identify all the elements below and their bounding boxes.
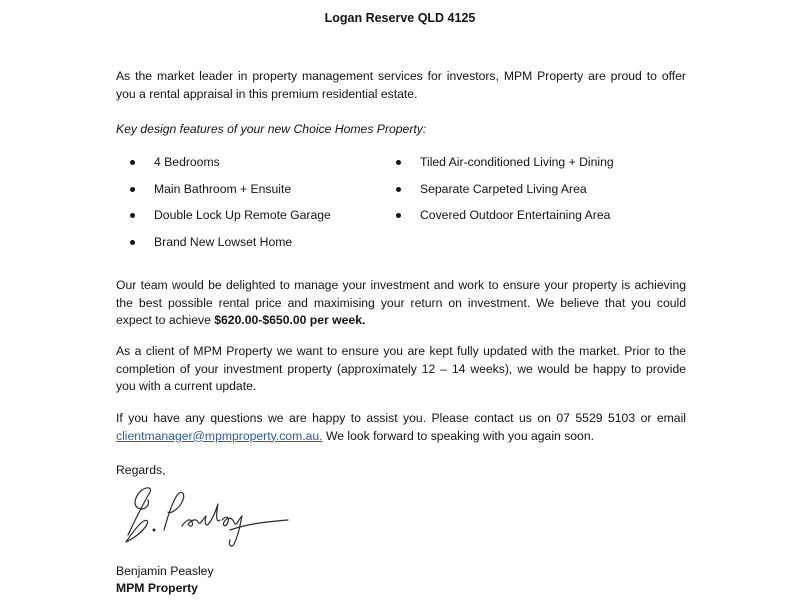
bullet-icon xyxy=(396,187,401,192)
team-paragraph: Our team would be delighted to manage your investment and work to ensure your property is achieving the best possible rental price and maximising your return on investment. We believe that you could expect to achieve $620.00-$650.00 per week. xyxy=(116,278,686,327)
feature-item: Brand New Lowset Home xyxy=(130,234,331,261)
feature-item: 4 Bedrooms xyxy=(130,154,331,181)
bullet-icon xyxy=(130,240,135,245)
bullet-icon xyxy=(130,213,135,218)
bullet-icon xyxy=(130,160,135,165)
features-list-left xyxy=(130,154,331,260)
email-link[interactable]: clientmanager@mpmproperty.com.au. xyxy=(116,428,323,443)
signer-company: MPM Property xyxy=(116,581,198,595)
feature-item: Separate Carpeted Living Area xyxy=(396,181,614,208)
handwritten-signature xyxy=(112,480,292,550)
features-title: Key design features of your new Choice Homes Property: xyxy=(116,122,427,136)
feature-item: Tiled Air-conditioned Living + Dining xyxy=(396,154,614,181)
features-list-right xyxy=(396,154,614,234)
feature-item: Covered Outdoor Entertaining Area xyxy=(396,207,614,234)
client-paragraph: As a client of MPM Property we want to ensure you are kept fully updated with the market. Prior to the completion of your investment property (approximately 12 – 14 weeks), we would be happy to provide you with a current update. xyxy=(116,344,686,393)
signer-name: Benjamin Peasley xyxy=(116,564,214,578)
intro-paragraph: As the market leader in property management services for investors, MPM Property are proud to offer you a rental appraisal in this premium residential estate. xyxy=(116,69,686,101)
contact-paragraph: If you have any questions we are happy to assist you. Please contact us on 07 5529 5103 or email clientmanager@mpmproperty.com.au. We look forward to speaking with you again soon. xyxy=(116,411,686,443)
feature-item: Main Bathroom + Ensuite xyxy=(130,181,331,208)
closing-salutation: Regards, xyxy=(116,463,166,477)
letter-heading: Logan Reserve QLD 4125 xyxy=(324,11,476,25)
bullet-icon xyxy=(130,187,135,192)
feature-item: Double Lock Up Remote Garage xyxy=(130,207,331,234)
bullet-icon xyxy=(396,160,401,165)
bullet-icon xyxy=(396,213,401,218)
rental-price: $620.00-$650.00 per week. xyxy=(214,313,366,327)
